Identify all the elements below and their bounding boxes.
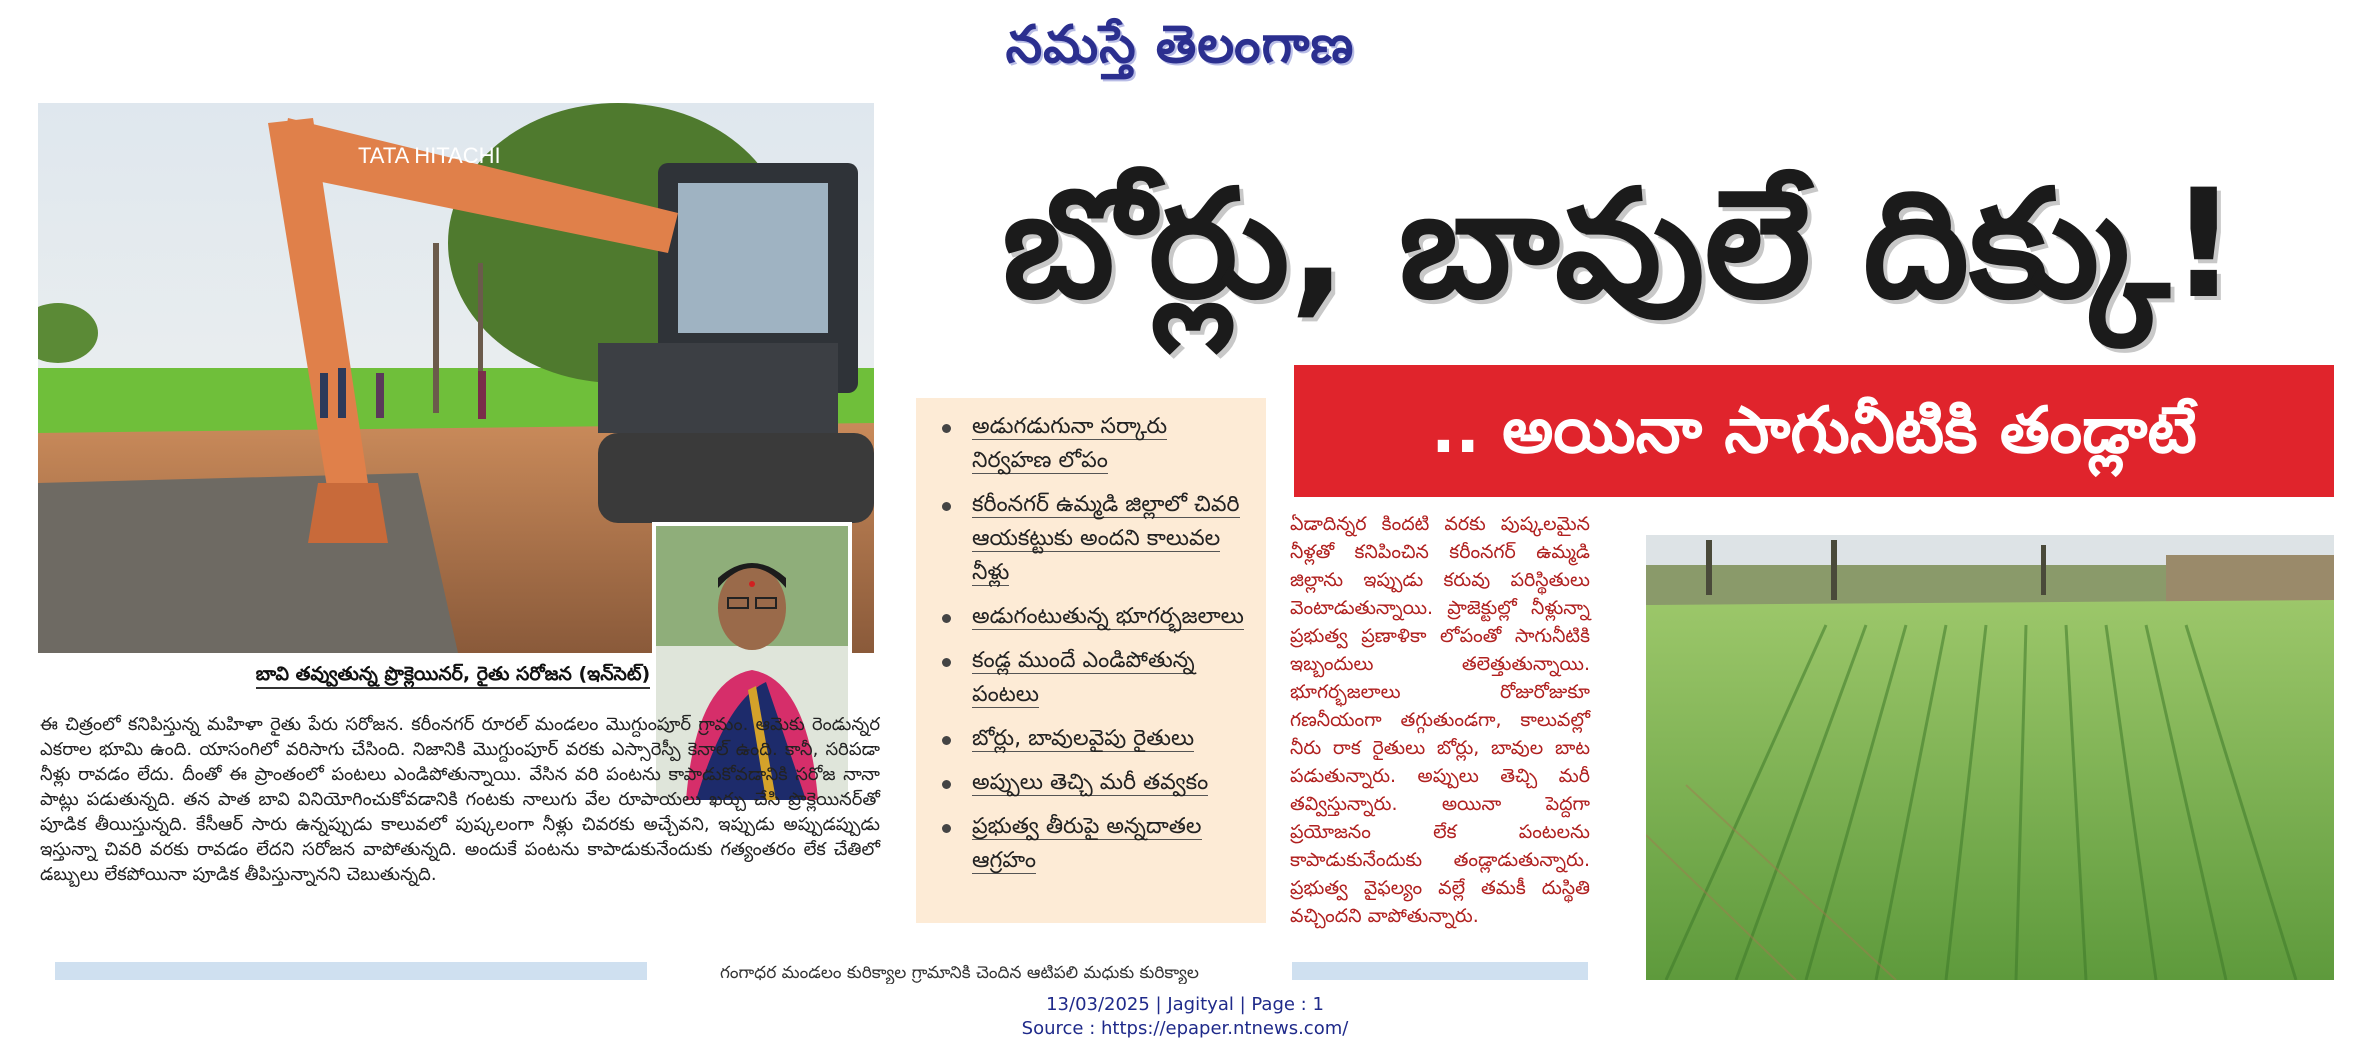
highlight-text: అప్పులు తెచ్చి మరీ తవ్వకం <box>972 770 1209 795</box>
masthead-logo: నమస్తే తెలంగాణ <box>1005 14 1355 75</box>
subheadline-banner: .. అయినా సాగునీటికి తండ్లాటే <box>1294 365 2334 497</box>
paddy-field-photo <box>1646 535 2334 980</box>
next-article-photo-strip-right <box>1292 962 1588 980</box>
article-body-left: ఈ చిత్రంలో కనిపిస్తున్న మహిళా రైతు పేరు సరోజన. కరీంనగర్ రూరల్ మండలం మొగ్దుంపూర్ గ్రామం. ఆమెకు రెండున్నర ఎకరాల భూమి ఉంది. యాసంగిలో వరిసాగు చేసింది. నిజానికి మొగ్దుంపూర్ వరకు ఎస్సారెస్పీ కెనాల్ ఉంది. కానీ, సరిపడా నీళ్లు రావడం లేదు. దీంతో ఈ ప్రాంతంలో పంటలు ఎండిపోతున్నాయి. వేసిన వరి పంటను కాపాడుకోవడానికి సరోజ నానా పాట్లు పడుతున్నది. తన పాత బావి వినియోగించుకోవడానికి గంటకు నాలుగు వేల రూపాయలు ఖర్చు చేసి ప్రొక్లెయినర్‌తో పూడిక తీయిస్తున్నది. కేసీఆర్ సారు ఉన్నప్పుడు కాలువలో పుష్కలంగా నీళ్లు చివరకు అచ్చేవని, ఇప్పుడు అప్పుడప్పుడు ఇస్తున్నా చివరి వరకు రావడం లేదని సరోజన వాపోతున్నది. అందుకే పంటను కాపాడుకునేందుకు గత్యంతరం లేక చేతిలో డబ్బులు లేకపోయినా పూడిక తీపిస్తున్నానని చెబుతున్నది. <box>40 714 880 885</box>
next-article-cutoff-text: గంగాధర మండలం కురిక్యాల గ్రామానికి చెందిన ఆటిపలి మధుకు కురిక్యాల <box>720 963 1199 983</box>
bullet-icon <box>942 502 951 511</box>
article-body-right: ఏడాదిన్నర కిందటి వరకు పుష్కలమైన నీళ్లతో కనిపించిన కరీంనగర్ ఉమ్మడి జిల్లాను ఇప్పుడు కరువు పరిస్థితులు వెంటాడుతున్నాయి. ప్రాజెక్టుల్లో నీళ్లున్నా ప్రభుత్వ ప్రణాళికా లోపంతో సాగునీటికి ఇబ్బందులు తలెత్తుతున్నాయి. భూగర్భజలాలు రోజురోజుకూ గణనీయంగా తగ్గుతుండగా, కాలువల్లో నీరు రాక రైతులు బోర్లు, బావుల బాట పడుతున్నారు. అప్పులు తెచ్చి మరీ తవ్విస్తున్నారు. అయినా పెద్దగా ప్రయోజనం లేక పంటలను కాపాడుకునేందుకు తండ్లాడుతున్నారు. ప్రభుత్వ వైఫల్యం వల్లే తమకీ దుస్థితి వచ్చిందని వాపోతున్నారు. <box>1290 513 1590 927</box>
highlight-item <box>936 766 1250 800</box>
bullet-icon <box>942 614 951 623</box>
highlight-item <box>936 722 1250 756</box>
paddy-field-illustration <box>1646 535 2334 980</box>
next-article-photo-strip-left <box>55 962 647 980</box>
excavator-brand: TATA HITACHI <box>358 143 501 168</box>
bullet-icon <box>942 658 951 667</box>
highlights-box <box>916 398 1266 923</box>
highlight-item <box>936 488 1250 590</box>
bullet-icon <box>942 424 951 433</box>
highlight-item <box>936 600 1250 634</box>
highlight-item <box>936 410 1250 478</box>
footer-date-line: 13/03/2025 | Jagityal | Page : 1 <box>1046 994 1324 1015</box>
bullet-icon <box>942 736 951 745</box>
footer-source-link[interactable]: Source : https://epaper.ntnews.com/ <box>1021 1018 1349 1039</box>
photo-caption-text: బావి తవ్వుతున్న ప్రొక్లెయినర్, రైతు సరోజన (ఇన్‌సెట్) <box>256 663 651 689</box>
highlight-text: కరీంనగర్ ఉమ్మడి జిల్లాలో చివరి ఆయకట్టుకు అందని కాలువల నీళ్లు <box>972 492 1240 585</box>
highlight-text: అడుగంటుతున్న భూగర్భజలాలు <box>972 604 1244 629</box>
photo-caption <box>38 652 868 696</box>
headline: బోర్లు, బావులే దిక్కు! <box>1002 158 2238 332</box>
highlight-item <box>936 644 1250 712</box>
bullet-icon <box>942 780 951 789</box>
highlight-text: కండ్ల ముందే ఎండిపోతున్న పంటలు <box>972 648 1195 707</box>
bullet-icon <box>942 824 951 833</box>
highlight-text: ప్రభుత్వ తీరుపై అన్నదాతల ఆగ్రహం <box>972 814 1202 873</box>
highlight-text: అడుగడుగునా సర్కారు నిర్వహణ లోపం <box>972 414 1168 473</box>
highlight-text: బోర్లు, బావులవైపు రైతులు <box>972 726 1195 751</box>
highlight-item <box>936 810 1250 878</box>
